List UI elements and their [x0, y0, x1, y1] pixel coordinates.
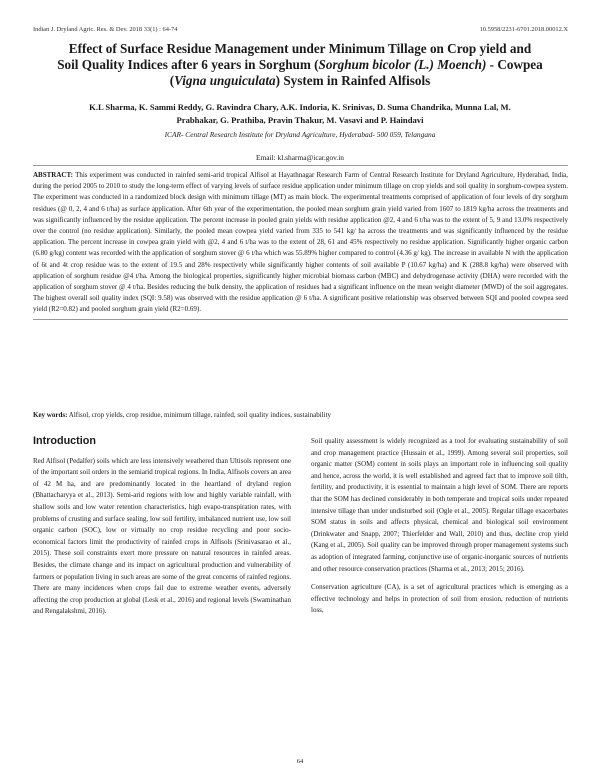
title-line-1: Effect of Surface Residue Management under Minimum Tillage on Crop yield and	[68, 41, 532, 56]
section-heading-introduction: Introduction	[33, 435, 96, 447]
author-line-2: Prabhakar, G. Prathiba, Pravin Thakur, M. Vasavi and P. Haindavi	[176, 115, 424, 125]
intro-paragraph-2: Soil quality assessment is widely recognized as a tool for evaluating sustainability of soil and crop management practice (Hussain et al., 1999). Among several soil properties, soil organic matter (SOM) content in soils plays an important role in influencing soil quality and hence, across the world, it is well established and agreed fact that to improve soil tilth, fertility, and productivity, it is essential to maintain a high level of SOM. There are reports that the SOM has declined considerably in both temperate and tropical soils under repeated intensive tillage than under undisturbed soil (Ogle et al., 2005). Regular tillage exacerbates SOM status in soils and affects physical, chemical and biological soil environment (Drinkwater and Snapp, 2007; Thierfelder and Wall, 2010) and thus, decline crop yield (Kang et al., 2005). Soil quality can be improved through proper management systems such as adoption of integrated farming, conjunctive use of organic-inorganic sources of nutrients and other resource conservation practices (Sharma et al., 2013; 2015; 2016).	[311, 437, 568, 573]
abstract-label: ABSTRACT:	[33, 171, 73, 179]
author-line-1: K.L Sharma, K. Sammi Reddy, G. Ravindra Chary, A.K. Indoria, K. Srinivas, D. Suma Chandrika, Munna Lal, M.	[89, 102, 511, 112]
abstract	[33, 165, 568, 320]
keywords	[33, 410, 568, 421]
keywords-label: Key words:	[33, 411, 68, 419]
title-line-2: Soil Quality Indices after 6 years in Sorghum (Sorghum bicolor (L.) Moench) - Cowpea	[57, 57, 543, 72]
paper-title	[40, 41, 560, 89]
affiliation: ICAR- Central Research Institute for Dryland Agriculture, Hyderabad- 500 059, Telangana	[164, 130, 436, 139]
journal-citation: Indian J. Dryland Agric. Res. & Dev. 2018 33(1) : 64-74	[33, 26, 178, 33]
email: Email: kl.sharma@icar.gov.in	[255, 153, 344, 162]
right-column	[311, 436, 568, 624]
intro-paragraph-1: Red Alfisol (Pedalfer) soils which are less intensively weathered than Ultisols represent one of the important soil orders in the semiarid tropical regions. In India, Alfisols covers an area of 42 M ha, and are predominantly located in the heartland of dryland region (Bhattacharyya et al., 2013). Semi-arid regions with low and highly variable rainfall, with shallow soils and low water retention characteristics, high evapo-transpiration rates, with problems of crusting and surface sealing, low soil fertility, imbalanced nutrient use, low soil organic carbon (SOC), low or virtually no crop residue recycling and poor socio-economical factors limit the productivity of rainfed crops in Alfisols (Srinivasarao et al., 2015). These soil constraints exert more pressure on natural resources in rainfed areas. Besides, the climate change and its impact on agricultural production and vulnerability of farmers or population living in such areas are some of the great concerns of rainfed regions. There are many incidences when crops fail due to extreme weather events, adversely affecting the crop production at global (Lesk et al., 2016) and regional levels (Swaminathan and Rengalakshmi, 2016).	[33, 456, 291, 616]
title-line-3: (Vigna unguiculata) System in Rainfed Alfisols	[169, 73, 431, 88]
author-list	[62, 101, 538, 127]
intro-paragraph-3: Conservation agriculture (CA), is a set of agricultural practices which is emerging as a effective technology and helps in protection of soil from erosion, reduction of nutrients loss,	[311, 583, 568, 615]
species-cowpea: Vigna unguiculata	[174, 73, 276, 88]
abstract-text: This experiment was conducted in rainfed semi-arid tropical Alfisol at Hayathnagar Research Farm of Central Research Institute for Dryland Agriculture, Hyderabad, India, during the period 2005 to 2010 to study the long-term effect of varying levels of surface residue application under minimum tillage on crop yields and soil quality in sorghum-cowpea system. The experiment was conducted in a randomized block design with minimum tillage (MT) as main block. The experimental treatments comprised of application of four levels of dry sorghum residues (@ 0, 2, 4 and 6 t/ha) as surface application. After 6th year of the experimentation, the pooled mean sorghum grain yield varied from 1607 to 1819 kg/ha across the treatments and was significantly influenced by the residue application. The percent increase in pooled grain yields with residue application @2, 4 and 6 t/ha was to the extent of 5, 9 and 13.0% respectively over the control (no residue application). Similarly, the pooled mean cowpea yield varied from 335 to 541 kg/ ha across the treatments and was significantly influenced by the residue application. The percent increase in cowpea grain yield with @2, 4 and 6 t/ha was to the extent of 28, 61 and 45% respectively no residue application. Significantly higher organic carbon (6.80 g/kg) content was recorded with the application of sorghum stover @ 6 t/ha which was 55.89% higher compared to control (4.36 g/ kg). The increase in available N with the application of 6t and 4t crop residue was to the extent of 19.5 and 28% respectively while significantly higher contents of soil available P (10.67 kg/ha) and K (288.8 kg/ha) were observed with application of sorghum residue @4 t/ha. Among the biological properties, significantly higher microbial biomass carbon (MBC) and dehydrogenase activity (DHA) were recorded with the application of sorghum stover @ 4 t/ha. Besides reducing the bulk density, the application of residues had a significant influence on the mean weight diameter (MWD) of the soil aggregates. The highest overall soil quality index (SQI: 9.58) was observed with the residue application @ 6 t/ha. A significant positive relationship was observed between SQI and pooled cowpea seed yield (R2=0.82) and pooled sorghum grain yield (R2=0.69).	[33, 171, 568, 314]
keywords-text: Alfisol, crop yields, crop residue, minimum tillage, rainfed, soil quality indices, sustainability	[67, 411, 332, 419]
page-number: 64	[296, 758, 304, 765]
doi: 10.5958/2231-6701.2018.00012.X	[479, 26, 568, 33]
species-sorghum: Sorghum bicolor (L.) Moench)	[318, 57, 487, 72]
left-column	[33, 436, 291, 625]
